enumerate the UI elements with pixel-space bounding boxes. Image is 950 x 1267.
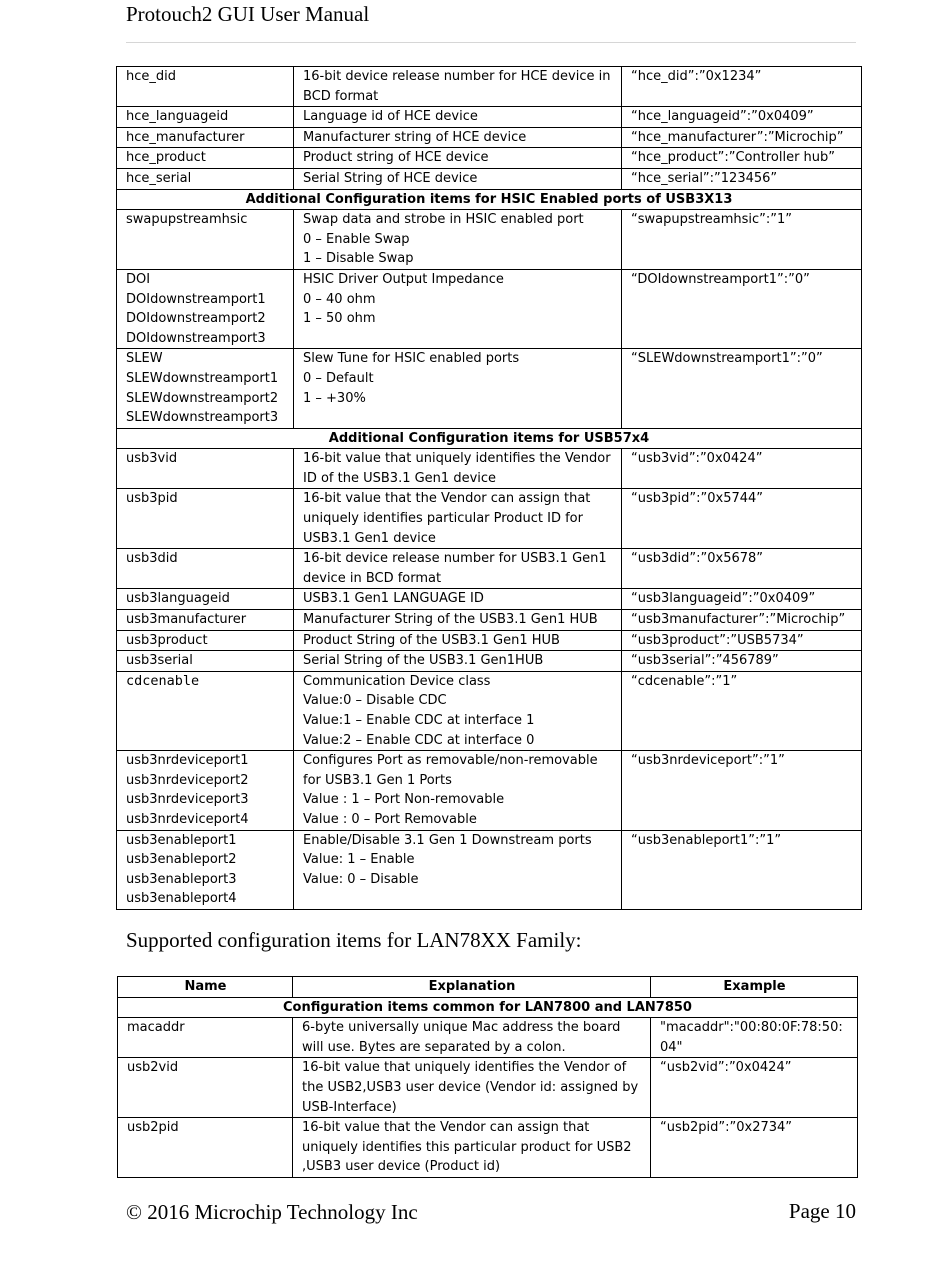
table-row <box>117 210 862 270</box>
name-cell <box>117 489 294 549</box>
cell-line: for USB3.1 Gen 1 Ports <box>303 772 452 788</box>
example-cell <box>622 210 862 270</box>
example-cell <box>622 127 862 148</box>
table-section-row <box>117 428 862 449</box>
example-cell <box>622 549 862 589</box>
cell-line: Value:0 – Disable CDC <box>303 693 447 709</box>
cell-line: Manufacturer String of the USB3.1 Gen1 HUB <box>303 612 598 628</box>
example-cell <box>622 630 862 651</box>
name-cell <box>117 127 294 148</box>
cell-line: DOIdownstreamport3 <box>126 330 266 346</box>
name-cell <box>117 671 294 750</box>
cell-line: SLEWdownstreamport2 <box>126 390 279 406</box>
example-cell <box>622 107 862 128</box>
cell-line: 16-bit value that the Vendor can assign that <box>302 1120 590 1136</box>
name-cell <box>117 610 294 631</box>
cell-line: Value : 1 – Port Non-removable <box>303 792 505 808</box>
cell-line: usb3enableport4 <box>126 891 237 907</box>
cell-line: DOIdownstreamport2 <box>126 311 266 327</box>
cell-line: “SLEWdownstreamport1”:”0” <box>631 351 823 367</box>
cell-line: DOIdownstreamport1 <box>126 291 266 307</box>
cell-line: usb2pid <box>127 1120 179 1136</box>
cell-line: Value:2 – Enable CDC at interface 0 <box>303 732 535 748</box>
cell-line: 6-byte universally unique Mac address the board <box>302 1020 621 1036</box>
cell-line: device in BCD format <box>303 570 442 586</box>
column-header-example: Example <box>651 977 858 998</box>
name-cell <box>117 589 294 610</box>
table-row <box>117 168 862 189</box>
section-heading-lan78xx: Supported configuration items for LAN78XX Family: <box>126 928 582 952</box>
cell-line: swapupstreamhsic <box>126 212 248 228</box>
cell-line: ,USB3 user device (Product id) <box>302 1159 501 1175</box>
cell-line: usb3nrdeviceport4 <box>126 811 249 827</box>
cell-line: hce_product <box>126 150 206 166</box>
explanation-cell <box>294 549 622 589</box>
table-row <box>117 449 862 489</box>
cell-line: ID of the USB3.1 Gen1 device <box>303 470 497 486</box>
name-cell <box>117 651 294 672</box>
header-divider <box>126 42 856 43</box>
explanation-cell <box>293 1058 651 1118</box>
explanation-cell <box>294 168 622 189</box>
lan78xx-config-table <box>117 976 858 1178</box>
explanation-cell <box>294 489 622 549</box>
example-cell <box>622 269 862 348</box>
cell-line: “DOIdownstreamport1”:”0” <box>631 271 810 287</box>
column-header-explanation: Explanation <box>293 977 651 998</box>
table-row <box>117 630 862 651</box>
table-row <box>117 107 862 128</box>
cell-line: “hce_languageid”:”0x0409” <box>631 109 814 125</box>
example-cell <box>622 751 862 830</box>
table-row <box>117 269 862 348</box>
cell-line: “usb3pid”:”0x5744” <box>631 491 764 507</box>
cell-line: Swap data and strobe in HSIC enabled port <box>303 212 584 228</box>
column-header-name: Name <box>118 977 293 998</box>
cell-line: SLEWdownstreamport3 <box>126 410 279 426</box>
explanation-cell <box>294 630 622 651</box>
explanation-cell <box>294 127 622 148</box>
example-cell <box>651 1058 858 1118</box>
cell-line: usb3did <box>126 551 178 567</box>
table-row <box>118 1118 858 1178</box>
cell-line: usb2vid <box>127 1060 179 1076</box>
cell-line: Product String of the USB3.1 Gen1 HUB <box>303 632 560 648</box>
table-row <box>117 671 862 750</box>
example-cell <box>651 1018 858 1058</box>
cell-line: SLEW <box>126 351 163 367</box>
cell-line: “hce_manufacturer”:”Microchip” <box>631 129 844 145</box>
cell-line: Value:1 – Enable CDC at interface 1 <box>303 713 535 728</box>
cell-line: “cdcenable”:”1” <box>631 673 738 689</box>
table-row <box>117 349 862 428</box>
explanation-cell <box>294 449 622 489</box>
name-cell <box>118 1018 293 1058</box>
cell-line: usb3serial <box>126 653 193 669</box>
cell-line: Enable/Disable 3.1 Gen 1 Downstream ports <box>303 832 592 848</box>
section-title: Configuration items common for LAN7800 and LAN7850 <box>118 997 858 1018</box>
example-cell <box>622 67 862 107</box>
explanation-cell <box>294 67 622 107</box>
cell-line: BCD format <box>303 88 379 104</box>
cell-line: USB-Interface) <box>302 1099 397 1115</box>
cell-line: Slew Tune for HSIC enabled ports <box>303 351 520 367</box>
cell-line: “usb3enableport1”:”1” <box>631 832 782 848</box>
name-cell <box>117 830 294 909</box>
table-row <box>117 489 862 549</box>
cell-line: “hce_did”:”0x1234” <box>631 69 762 84</box>
cell-line: usb3nrdeviceport2 <box>126 772 249 788</box>
table-section-row <box>117 189 862 210</box>
explanation-cell <box>294 651 622 672</box>
cell-line: hce_manufacturer <box>126 129 245 145</box>
cell-line: “usb3languageid”:”0x0409” <box>631 591 816 607</box>
explanation-cell <box>293 1018 651 1058</box>
name-cell <box>117 269 294 348</box>
example-cell <box>622 489 862 549</box>
cell-line: 1 – Disable Swap <box>303 251 414 267</box>
name-cell <box>117 751 294 830</box>
cell-line: “usb2pid”:”0x2734” <box>660 1120 793 1136</box>
cell-line: Communication Device class <box>303 673 491 689</box>
table-row <box>117 610 862 631</box>
cell-line: Product string of HCE device <box>303 150 489 166</box>
cell-line: 0 – Default <box>303 370 374 386</box>
cell-line: Manufacturer string of HCE device <box>303 129 527 145</box>
cell-line: “usb2vid”:”0x0424” <box>660 1060 792 1076</box>
table-row <box>118 1018 858 1058</box>
table-header-row <box>118 977 858 998</box>
cell-line: 1 – 50 ohm <box>303 311 376 327</box>
name-cell <box>117 449 294 489</box>
example-cell <box>622 671 862 750</box>
explanation-cell <box>294 269 622 348</box>
cell-line: “usb3product”:”USB5734” <box>631 632 804 648</box>
cell-line: 16-bit device release number for HCE device in <box>303 69 611 84</box>
explanation-cell <box>294 589 622 610</box>
name-cell <box>117 210 294 270</box>
name-cell <box>117 549 294 589</box>
cell-line: usb3nrdeviceport1 <box>126 753 249 769</box>
footer-copyright: © 2016 Microchip Technology Inc <box>126 1200 418 1224</box>
cell-line: usb3languageid <box>126 591 230 607</box>
cell-line: usb3manufacturer <box>126 612 247 628</box>
name-cell <box>117 349 294 428</box>
cell-line: 16-bit value that uniquely identifies the Vendor <box>303 451 611 467</box>
example-cell <box>622 449 862 489</box>
table-section-row <box>118 997 858 1018</box>
cell-line: hce_languageid <box>126 109 229 125</box>
example-cell <box>651 1118 858 1178</box>
cell-line: will use. Bytes are separated by a colon. <box>302 1039 566 1055</box>
example-cell <box>622 148 862 169</box>
cell-line: “usb3nrdeviceport”:”1” <box>631 753 785 769</box>
cell-line: “usb3did”:”0x5678” <box>631 551 764 567</box>
cell-line: Value: 1 – Enable <box>303 852 415 868</box>
cell-line: 16-bit device release number for USB3.1 Gen1 <box>303 551 607 567</box>
table-row <box>117 549 862 589</box>
cell-line: “hce_product”:”Controller hub” <box>631 150 836 166</box>
cell-line: 1 – +30% <box>303 390 366 406</box>
config-items-table <box>116 66 862 910</box>
cell-line: HSIC Driver Output Impedance <box>303 271 504 287</box>
explanation-cell <box>294 671 622 750</box>
explanation-cell <box>294 830 622 909</box>
table-row <box>117 830 862 909</box>
table-row <box>118 1058 858 1118</box>
example-cell <box>622 168 862 189</box>
explanation-cell <box>294 751 622 830</box>
cell-line: Language id of HCE device <box>303 109 478 125</box>
cell-line: macaddr <box>127 1020 185 1036</box>
explanation-cell <box>293 1118 651 1178</box>
name-cell <box>117 107 294 128</box>
table-row <box>117 127 862 148</box>
name-cell <box>117 148 294 169</box>
cell-line: usb3enableport2 <box>126 852 237 868</box>
table-row <box>117 651 862 672</box>
cell-line: uniquely identifies this particular product for USB2 <box>302 1139 632 1155</box>
table-row <box>117 67 862 107</box>
table-row <box>117 148 862 169</box>
cell-line: the USB2,USB3 user device (Vendor id: assigned by <box>302 1079 639 1095</box>
cell-line: uniquely identifies particular Product ID for <box>303 511 583 527</box>
name-cell <box>118 1118 293 1178</box>
cell-line: Serial String of the USB3.1 Gen1HUB <box>303 653 544 669</box>
cell-line: “usb3serial”:”456789” <box>631 653 779 669</box>
name-cell <box>117 168 294 189</box>
cell-line: SLEWdownstreamport1 <box>126 370 279 386</box>
cell-line: usb3vid <box>126 451 178 467</box>
cell-line: “usb3manufacturer”:”Microchip” <box>631 612 846 628</box>
cell-line: 16-bit value that the Vendor can assign that <box>303 491 591 507</box>
cell-line: cdcenable <box>126 672 200 689</box>
cell-line: Configures Port as removable/non-removable <box>303 753 598 769</box>
cell-line: usb3enableport1 <box>126 832 237 848</box>
explanation-cell <box>294 610 622 631</box>
cell-line: "macaddr":"00:80:0F:78:50: <box>660 1020 843 1036</box>
cell-line: “hce_serial”:”123456” <box>631 170 778 186</box>
cell-line: usb3pid <box>126 491 178 507</box>
table-row <box>117 751 862 830</box>
cell-line: Value : 0 – Port Removable <box>303 811 477 827</box>
cell-line: usb3nrdeviceport3 <box>126 792 249 808</box>
example-cell <box>622 830 862 909</box>
section-title: Additional Configuration items for USB57x4 <box>117 428 862 449</box>
example-cell <box>622 651 862 672</box>
cell-line: 0 – 40 ohm <box>303 291 376 307</box>
page-header-title: Protouch2 GUI User Manual <box>126 2 370 26</box>
footer-page-number: Page 10 <box>788 1199 856 1223</box>
example-cell <box>622 349 862 428</box>
example-cell <box>622 589 862 610</box>
table-row <box>117 589 862 610</box>
cell-line: USB3.1 Gen1 device <box>303 530 436 546</box>
cell-line: usb3product <box>126 632 208 648</box>
explanation-cell <box>294 349 622 428</box>
cell-line: hce_did <box>126 69 177 84</box>
name-cell <box>118 1058 293 1118</box>
cell-line: “usb3vid”:”0x0424” <box>631 451 763 467</box>
section-title: Additional Configuration items for HSIC Enabled ports of USB3X13 <box>117 189 862 210</box>
cell-line: Value: 0 – Disable <box>303 871 419 887</box>
explanation-cell <box>294 210 622 270</box>
cell-line: 16-bit value that uniquely identifies the Vendor of <box>302 1060 627 1076</box>
explanation-cell <box>294 148 622 169</box>
cell-line: USB3.1 Gen1 LANGUAGE ID <box>303 591 484 607</box>
cell-line: Serial String of HCE device <box>303 170 478 186</box>
name-cell <box>117 630 294 651</box>
cell-line: “swapupstreamhsic”:”1” <box>631 212 793 228</box>
cell-line: DOI <box>126 271 151 287</box>
name-cell <box>117 67 294 107</box>
explanation-cell <box>294 107 622 128</box>
cell-line: hce_serial <box>126 170 192 186</box>
example-cell <box>622 610 862 631</box>
cell-line: 0 – Enable Swap <box>303 231 410 247</box>
cell-line: usb3enableport3 <box>126 871 237 887</box>
cell-line: 04" <box>660 1039 683 1055</box>
